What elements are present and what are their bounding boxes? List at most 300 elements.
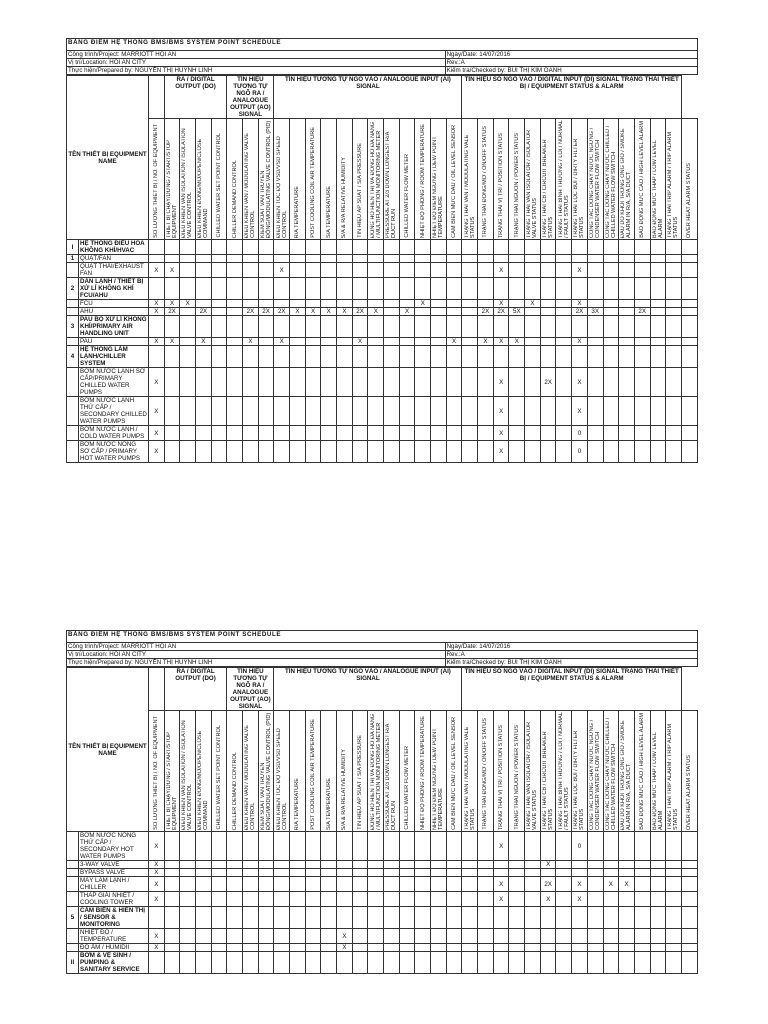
point-cell (258, 426, 274, 441)
point-cell (462, 426, 478, 441)
column-header-label: ĐIỀU KHIỂN TỐC ĐỘ VSD/VSD SPEED CONTROL (275, 136, 288, 238)
point-cell (352, 300, 368, 308)
point-cell: X (540, 892, 556, 907)
point-cell (258, 240, 274, 255)
point-cell (243, 255, 259, 263)
point-cell (321, 278, 337, 300)
point-cell (352, 869, 368, 877)
section-row (67, 907, 698, 929)
column-header (337, 711, 353, 832)
column-header-label: S/A & R/A RELATIVE HUMIDITY (341, 748, 348, 830)
point-cell (540, 929, 556, 944)
point-cell (352, 397, 368, 426)
point-cell (180, 346, 196, 368)
point-cell (509, 952, 525, 974)
column-header-label: TRẠNG THÁI BÌNH THƯỜNG / LỖI / NORMAL / FAULT STATUS (557, 712, 570, 830)
point-cell (525, 346, 541, 368)
point-cell: X (478, 338, 494, 346)
equipment-name: ĐỘ ẨM / HUMIDII (79, 944, 149, 952)
prepared-field: Thực hiện/Prepared by: NGUYỄN THỊ HUỲNH LINH (67, 67, 446, 75)
point-cell: 2X (572, 308, 588, 316)
column-header-label: POST COOLING COIL AIR TEMPERATURE (309, 719, 316, 830)
point-cell (227, 255, 243, 263)
point-cell (603, 338, 619, 346)
column-header-label: R/A TEMPERATURE (294, 185, 301, 238)
equipment-row (67, 877, 698, 892)
equipment-name: AHU (79, 308, 149, 316)
point-cell (258, 929, 274, 944)
column-header (681, 711, 697, 832)
point-cell (258, 397, 274, 426)
point-cell: 2X (274, 308, 290, 316)
point-cell (509, 346, 525, 368)
column-header (478, 711, 494, 832)
point-cell (619, 240, 635, 255)
point-cell (227, 426, 243, 441)
point-cell (227, 263, 243, 278)
location-field: Vị trí/Location: HOI AN CITY (67, 59, 446, 67)
point-cell: X (337, 944, 353, 952)
point-cell: X (149, 929, 165, 944)
point-cell (305, 346, 321, 368)
point-cell (415, 441, 431, 463)
point-cell (525, 832, 541, 861)
point-cell (681, 278, 697, 300)
equipment-name: BƠM & VỆ SINH / PUMPING & SANITARY SERVICE (79, 952, 149, 974)
point-cell (462, 397, 478, 426)
point-cell (384, 308, 400, 316)
point-cell (258, 300, 274, 308)
point-cell (634, 907, 650, 929)
point-cell (211, 263, 227, 278)
point-cell (666, 368, 682, 397)
point-cell (164, 877, 180, 892)
point-cell (603, 278, 619, 300)
point-cell (650, 368, 666, 397)
point-cell (446, 263, 462, 278)
point-cell (525, 944, 541, 952)
column-header-label: CHILLED WATER SET POINT CONTROL (215, 725, 222, 830)
point-cell (305, 892, 321, 907)
point-cell (227, 877, 243, 892)
point-cell (634, 952, 650, 974)
point-cell (290, 316, 306, 338)
point-cell (462, 316, 478, 338)
column-header-label: NHIỆT ĐỘ PHÒNG / ROOM TEMPERATURE (419, 123, 426, 238)
point-cell (258, 877, 274, 892)
column-header-label: ĐIỀU KHIỂN ĐÓNG/MỞ/OPEN/CLOSE COMMAND (197, 730, 210, 830)
point-cell (666, 944, 682, 952)
point-cell (399, 346, 415, 368)
point-cell (587, 316, 603, 338)
column-header-label: TRẠNG THÁI LỌC BỤI / DIRTY FILTER STATUS (573, 138, 586, 238)
row-number: 2 (67, 278, 79, 300)
point-cell (384, 929, 400, 944)
column-header (556, 119, 572, 240)
point-cell (399, 278, 415, 300)
row-number (67, 929, 79, 944)
point-cell (415, 907, 431, 929)
column-header (493, 711, 509, 832)
point-cell (634, 300, 650, 308)
equipment-name: PAU BỘ XỬ LÍ KHÔNG KHÍ/PRIMARY AIR HANDLING UNIT (80, 316, 147, 337)
column-header (337, 119, 353, 240)
point-cell (619, 255, 635, 263)
column-header (525, 119, 541, 240)
point-cell (290, 255, 306, 263)
point-cell (180, 426, 196, 441)
point-cell (290, 861, 306, 869)
point-cell (274, 300, 290, 308)
point-cell (227, 861, 243, 869)
point-cell (368, 255, 384, 263)
point-cell (431, 368, 447, 397)
column-header-label: OVER HEAT ALARM STATUS (686, 162, 693, 238)
column-header (196, 119, 212, 240)
column-header (619, 711, 635, 832)
point-cell (462, 308, 478, 316)
point-cell (211, 316, 227, 338)
point-cell (180, 397, 196, 426)
equipment-name: HỆ THỐNG ĐIỀU HÒA KHÔNG KHÍ/HVAC (79, 240, 149, 255)
point-cell (556, 869, 572, 877)
point-cell (650, 861, 666, 869)
point-cell (305, 907, 321, 929)
point-cell (634, 861, 650, 869)
point-cell (587, 426, 603, 441)
row-number (67, 877, 79, 892)
point-cell (556, 263, 572, 278)
row-number (67, 397, 79, 426)
point-cell (478, 397, 494, 426)
point-cell (227, 441, 243, 463)
point-cell (650, 278, 666, 300)
column-header (321, 119, 337, 240)
point-cell (540, 338, 556, 346)
point-cell (352, 255, 368, 263)
equipment-row (67, 300, 698, 308)
column-header-label: NHIỆT ĐỘ ĐIỂM NGƯNG / DEW POINT TEMPERATURE (432, 728, 445, 830)
point-cell (415, 316, 431, 338)
point-cell (211, 346, 227, 368)
point-cell (337, 426, 353, 441)
point-cell (384, 869, 400, 877)
point-cell (493, 944, 509, 952)
point-cell (196, 441, 212, 463)
point-cell (368, 907, 384, 929)
column-header-label: TRẠNG THÁI NGUỒN / POWER STATUS (513, 133, 520, 238)
point-cell (384, 240, 400, 255)
point-cell (650, 929, 666, 944)
point-cell (352, 952, 368, 974)
point-cell (258, 952, 274, 974)
point-cell (227, 278, 243, 300)
column-header (572, 711, 588, 832)
point-cell (321, 397, 337, 426)
point-cell (180, 255, 196, 263)
row-number (67, 338, 79, 346)
point-cell (587, 368, 603, 397)
point-cell (666, 929, 682, 944)
column-header-label: TRẠNG THÁI BÌNH THƯỜNG / LỖI / NORMAL / FAULT STATUS (557, 120, 570, 238)
column-header (431, 119, 447, 240)
point-cell (384, 877, 400, 892)
point-cell (227, 907, 243, 929)
point-cell: X (493, 832, 509, 861)
point-cell (415, 346, 431, 368)
header-table (66, 630, 698, 667)
point-cell (431, 929, 447, 944)
point-cell (274, 368, 290, 397)
row-number (67, 892, 79, 907)
column-header-label: ĐỒNG HỒ HIỂN THỊ VÀ ĐỒNG HỒ ĐA NĂNG / MULTIFUNCTION MONITORING METER (369, 121, 382, 238)
point-cell: 2X (196, 308, 212, 316)
point-cell (509, 255, 525, 263)
equipment-name: BƠM NƯỚC LẠNH / COLD WATER PUMPS (79, 426, 149, 441)
point-cell (525, 263, 541, 278)
column-header-label: TRẠNG THÁI CB / CIRCUIT BREAKER STATUS (541, 731, 555, 830)
point-cell: X (290, 308, 306, 316)
point-cell (337, 832, 353, 861)
point-cell (431, 316, 447, 338)
point-cell (587, 832, 603, 861)
equipment-name: BƠM NƯỚC LẠNH SƠ CẤP/PRIMARY CHILLED WATER PUMPS (79, 368, 149, 397)
point-cell (368, 861, 384, 869)
point-cell (211, 338, 227, 346)
point-cell (681, 832, 697, 861)
column-header-label: TRẠNG THÁI ĐÓNG/MỞ / ON/OFF STATUS (482, 126, 489, 238)
equipment-row (67, 944, 698, 952)
point-cell (431, 861, 447, 869)
point-cell (180, 929, 196, 944)
point-cell (258, 892, 274, 907)
point-cell (681, 263, 697, 278)
point-cell (478, 832, 494, 861)
point-cell (462, 944, 478, 952)
point-cell (149, 278, 165, 300)
point-cell (509, 832, 525, 861)
qty-group-header (149, 76, 165, 119)
point-cell (681, 877, 697, 892)
point-cell: 2X (493, 308, 509, 316)
point-cell (619, 346, 635, 368)
equipment-name: BƠM NƯỚC NÓNG THỨ CẤP / SECONDARY HOT WATER PUMPS (79, 832, 149, 861)
point-cell (681, 397, 697, 426)
point-cell (243, 892, 259, 907)
point-cell (352, 368, 368, 397)
row-number (67, 441, 79, 463)
point-cell (462, 892, 478, 907)
section-row (67, 240, 698, 255)
point-cell (196, 861, 212, 869)
column-header (149, 711, 165, 832)
point-cell (290, 240, 306, 255)
point-cell (415, 255, 431, 263)
point-cell (415, 263, 431, 278)
column-header (650, 119, 666, 240)
point-cell (587, 346, 603, 368)
point-cell (149, 255, 165, 263)
point-cell (446, 255, 462, 263)
point-cell (415, 877, 431, 892)
point-cell (305, 338, 321, 346)
point-cell (290, 263, 306, 278)
point-cell (384, 861, 400, 869)
point-cell (572, 346, 588, 368)
equipment-name: QUẠT THẢI/EXHAUST FAN (79, 263, 149, 278)
point-cell (305, 861, 321, 869)
point-cell (462, 338, 478, 346)
point-cell (666, 832, 682, 861)
point-cell (258, 441, 274, 463)
point-cell (290, 300, 306, 308)
section-row (67, 278, 698, 300)
point-cell (619, 263, 635, 278)
column-header (368, 119, 384, 240)
point-cell (164, 952, 180, 974)
column-header-label: OVER HEAT ALARM STATUS (686, 754, 693, 830)
point-cell (681, 255, 697, 263)
column-header (384, 119, 400, 240)
point-cell (274, 877, 290, 892)
point-cell (399, 255, 415, 263)
column-header (180, 711, 196, 832)
point-cell (509, 397, 525, 426)
point-cell (446, 892, 462, 907)
column-header-label: BÁO ĐỘNG MỨC THẤP / LOW LEVEL ALARM (651, 140, 664, 238)
point-cell (305, 263, 321, 278)
point-cell (572, 240, 588, 255)
point-cell (384, 397, 400, 426)
column-header (368, 711, 384, 832)
point-cell (180, 832, 196, 861)
row-number (67, 832, 79, 861)
point-cell (446, 832, 462, 861)
point-cell (478, 861, 494, 869)
point-cell (650, 397, 666, 426)
section-row (67, 952, 698, 974)
point-cell (603, 892, 619, 907)
point-cell (258, 907, 274, 929)
point-cell (196, 278, 212, 300)
point-cell (227, 952, 243, 974)
point-cell (478, 240, 494, 255)
point-cell (556, 892, 572, 907)
row-number: 5 (67, 907, 79, 929)
point-cell (556, 832, 572, 861)
point-cell (650, 426, 666, 441)
point-cell (556, 255, 572, 263)
point-cell: X (493, 338, 509, 346)
column-header-label: NHIỆT ĐỘ ĐIỂM NGƯNG / DEW POINT TEMPERATURE (432, 136, 445, 238)
equipment-row (67, 892, 698, 907)
point-cell (478, 346, 494, 368)
point-cell (399, 300, 415, 308)
point-cell (243, 929, 259, 944)
point-cell: X (619, 877, 635, 892)
equipment-name: MÁY LÀM LẠNH / CHILLER (79, 877, 149, 892)
column-header-label: ĐẦU DÒ KHÓI TRONG ỐNG GIÓ / SMOKE ALARM IN R/A, S/A DUCT (620, 128, 633, 238)
point-cell (603, 240, 619, 255)
section-row (67, 346, 698, 368)
point-cell (666, 861, 682, 869)
point-cell (368, 346, 384, 368)
column-header (211, 119, 227, 240)
point-cell (321, 263, 337, 278)
point-cell (352, 832, 368, 861)
point-cell: X (493, 892, 509, 907)
point-cell (462, 278, 478, 300)
point-cell (196, 877, 212, 892)
point-cell (337, 300, 353, 308)
digital-output-group-header: RA / DIGITAL OUTPUT (DO) (164, 668, 227, 711)
point-cell (650, 240, 666, 255)
point-cell (243, 240, 259, 255)
point-cell (368, 278, 384, 300)
point-cell (666, 892, 682, 907)
point-cell (290, 368, 306, 397)
column-header-label: S/A & R/A RELATIVE HUMIDITY (341, 156, 348, 238)
column-header-label: S/A TEMPERATURE (325, 777, 332, 830)
point-cell (509, 441, 525, 463)
point-cell (603, 869, 619, 877)
point-cell (337, 861, 353, 869)
point-cell (258, 316, 274, 338)
point-cell: X (196, 338, 212, 346)
column-header (305, 119, 321, 240)
point-cell (587, 944, 603, 952)
point-cell (196, 944, 212, 952)
column-header-label: ĐIỀU KHIỂN VAN ISOLATION / ISOLATION VALVE CONTROL (181, 720, 194, 830)
equipment-row (67, 308, 698, 316)
point-cell (556, 240, 572, 255)
point-cell (305, 255, 321, 263)
equipment-name: PAU (79, 338, 149, 346)
point-cell (180, 308, 196, 316)
point-cell (352, 877, 368, 892)
point-cell (587, 869, 603, 877)
point-cell (384, 952, 400, 974)
point-cell (587, 929, 603, 944)
point-cell (603, 441, 619, 463)
column-header-label: TRẠNG THÁI VAN / MODULATING VALE STATUS (463, 726, 476, 830)
point-cell (399, 952, 415, 974)
point-cell (180, 338, 196, 346)
point-cell (478, 441, 494, 463)
point-cell (634, 877, 650, 892)
point-cell (619, 308, 635, 316)
point-cell (352, 346, 368, 368)
point-cell (666, 308, 682, 316)
point-cell (196, 892, 212, 907)
column-header-label: ĐẦU DÒ KHÓI TRONG ỐNG GIÓ / SMOKE ALARM IN R/A, S/A DUCT (620, 720, 633, 830)
column-header-label: TRẠNG THÁI ĐÓNG/MỞ / ON/OFF STATUS (482, 718, 489, 830)
point-cell (415, 308, 431, 316)
point-cell (196, 316, 212, 338)
point-cell (305, 426, 321, 441)
point-cell (634, 869, 650, 877)
column-header (196, 711, 212, 832)
point-cell (321, 300, 337, 308)
point-cell (431, 426, 447, 441)
point-cell (556, 944, 572, 952)
point-cell (305, 929, 321, 944)
point-cell (399, 944, 415, 952)
point-cell: X (180, 300, 196, 308)
point-cell (321, 929, 337, 944)
column-header (540, 119, 556, 240)
point-cell (634, 278, 650, 300)
